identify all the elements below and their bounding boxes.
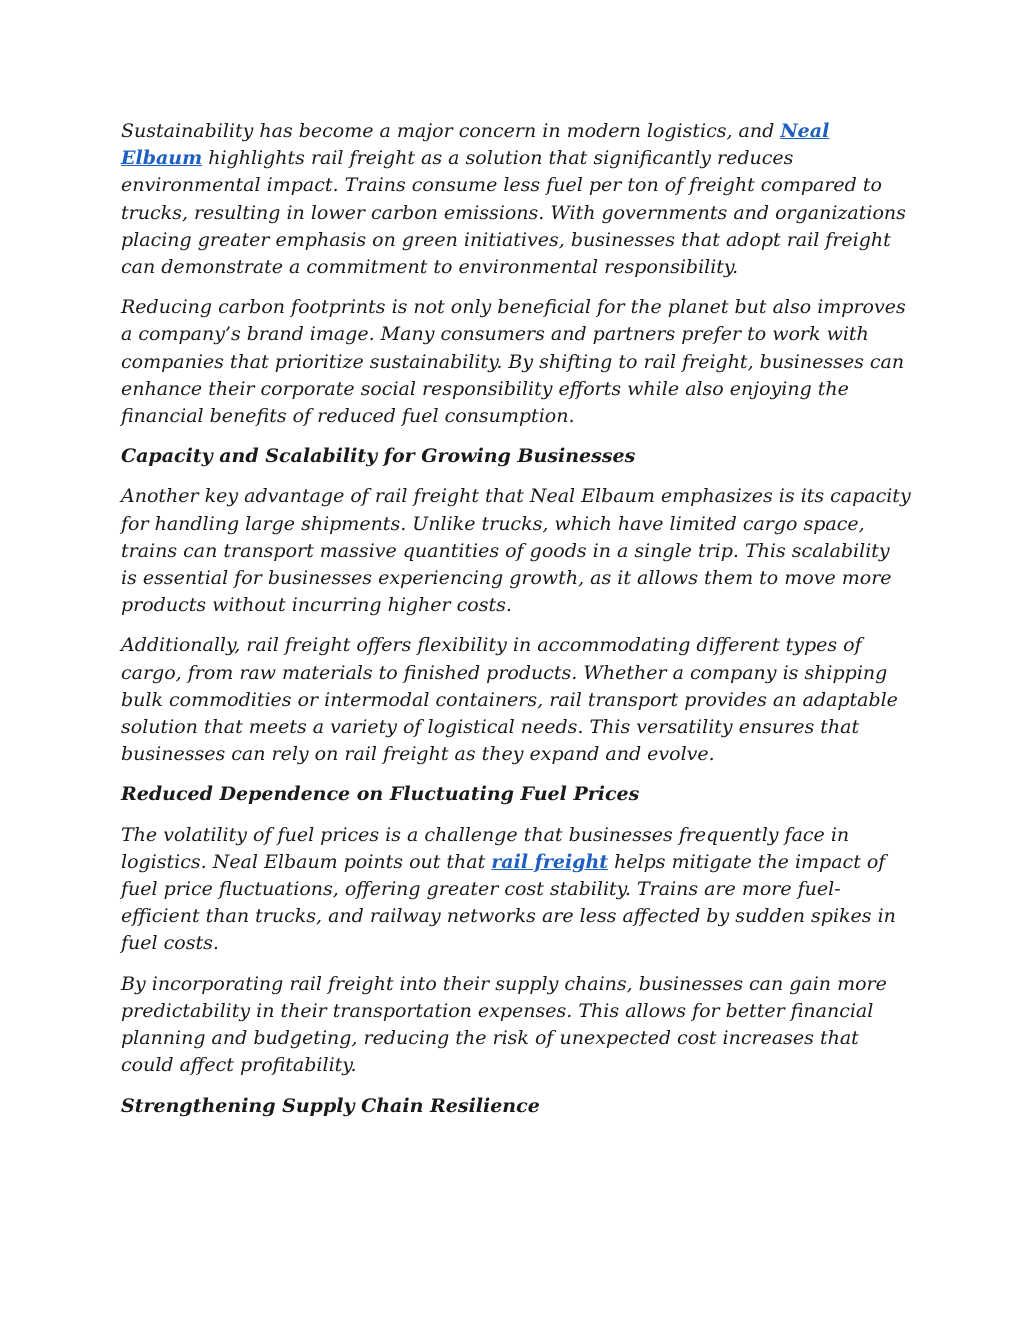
paragraph-text: The volatility of fuel prices is a challenge that businesses frequently face in logistics. Neal Elbaum points out that — [121, 823, 850, 873]
heading-supply-chain-resilience: Strengthening Supply Chain Resilience — [121, 1094, 540, 1117]
paragraph-carbon-footprints: Reducing carbon footprints is not only beneficial for the planet but also improves a company’s brand image. Many consumers and partners prefer to work with companies that prioritize sustainability. By shifting to rail freight, businesses can enhance their corporate social responsibility efforts while also enjoying the financial benefits of reduced fuel consumption. — [121, 296, 906, 428]
paragraph-text: helps mitigate the impact of fuel price fluctuations, offering greater cost stability. Trains are more fuel-efficient than trucks, and railway networks are less affected by sudden spikes in fuel costs. — [121, 850, 896, 955]
rail-freight-link[interactable]: rail freight — [491, 850, 609, 873]
paragraph-fuel-volatility — [121, 822, 911, 958]
paragraph-predictability: By incorporating rail freight into their supply chains, businesses can gain more predictability in their transportation expenses. This allows for better financial planning and budgeting, reducing the risk of unexpected cost increases that could affect profitability. — [121, 972, 887, 1077]
paragraph-sustainability — [121, 118, 911, 281]
paragraph-flexibility: Additionally, rail freight offers flexibility in accommodating different types of cargo, from raw materials to finished products. Whether a company is shipping bulk commodities or intermodal containers, rail transport provides an adaptable solution that meets a variety of logistical needs. This versatility ensures that businesses can rely on rail freight as they expand and evolve. — [121, 634, 898, 766]
heading-fuel-prices: Reduced Dependence on Fluctuating Fuel Prices — [121, 783, 640, 806]
heading-capacity-scalability: Capacity and Scalability for Growing Businesses — [121, 445, 636, 468]
paragraph-capacity: Another key advantage of rail freight that Neal Elbaum emphasizes is its capacity for handling large shipments. Unlike trucks, which have limited cargo space, trains can transport massive quantities of goods in a single trip. This scalability is essential for businesses experiencing growth, as it allows them to move more products without incurring higher costs. — [121, 485, 911, 617]
neal-elbaum-link[interactable]: Neal Elbaum — [121, 120, 830, 170]
paragraph-text: highlights rail freight as a solution that significantly reduces environmental impact. Trains consume less fuel per ton of freight compared to trucks, resulting in lower carbon emissions. With governments and organizations placing greater emphasis on green initiatives, businesses that adopt rail freight can demonstrate a commitment to environmental responsibility. — [121, 147, 906, 279]
paragraph-text: Sustainability has become a major concern in modern logistics, and — [121, 120, 781, 142]
document-page — [121, 118, 911, 1133]
